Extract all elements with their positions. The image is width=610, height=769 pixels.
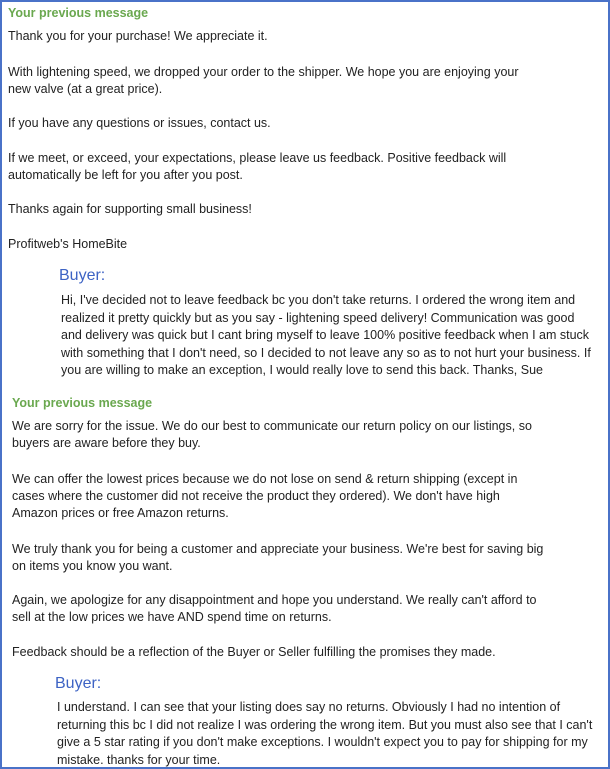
seller-message-paragraph: We are sorry for the issue. We do our best to communicate our return policy on our listings, so buyers are aware before they buy. xyxy=(12,419,532,450)
seller-signature: Profitweb's HomeBite xyxy=(8,237,128,251)
seller-message-paragraph: With lightening speed, we dropped your order to the shipper. We hope you are enjoying your new valve (at a great price). xyxy=(8,65,519,96)
buyer-message-label: Buyer: xyxy=(55,675,102,692)
seller-message-label: Your previous message xyxy=(12,396,153,410)
buyer-message-text: Hi, I've decided not to leave feedback bc you don't take returns. I ordered the wrong item and realized it pretty quickly but as you say - lightening speed delivery! Communication was good and delivery was quick but I cant bring myself to leave 100% positive feedback when I am stuck with something that I don't need, so I decided to not leave any so as to not hurt your business. If you are willing to make an exception, I would really love to send this back. Thanks, Sue xyxy=(61,293,591,377)
seller-message-paragraph: Again, we apologize for any disappointment and hope you understand. We really can't afford to sell at the low prices we have AND spend time on returns. xyxy=(12,593,537,624)
buyer-message-label: Buyer: xyxy=(59,267,106,284)
seller-message-paragraph: Thank you for your purchase! We appreciate it. xyxy=(8,29,268,43)
buyer-message-text: I understand. I can see that your listing does say no returns. Obviously I had no intention of returning this bc I did not realize I was ordering the wrong item. But you must also see that I can't give a 5 star rating if you don't make exceptions. I wouldn't expect you to pay for shipping for my mistake. thanks for your time. xyxy=(57,700,593,767)
seller-message-paragraph: We can offer the lowest prices because we do not lose on send & return shipping (except in cases where the customer did not receive the product they ordered). We don't have high Amazon prices or free Amazon returns. xyxy=(12,472,518,520)
seller-message-paragraph: If you have any questions or issues, contact us. xyxy=(8,116,271,130)
seller-message-label: Your previous message xyxy=(8,6,149,20)
seller-message-paragraph: We truly thank you for being a customer and appreciate your business. We're best for saving big on items you know you want. xyxy=(12,542,544,573)
seller-message-paragraph: If we meet, or exceed, your expectations, please leave us feedback. Positive feedback will automatically be left for you after you post. xyxy=(8,151,507,182)
seller-message-paragraph: Feedback should be a reflection of the Buyer or Seller fulfilling the promises they made. xyxy=(12,645,496,659)
seller-message-paragraph: Thanks again for supporting small business! xyxy=(8,202,252,216)
